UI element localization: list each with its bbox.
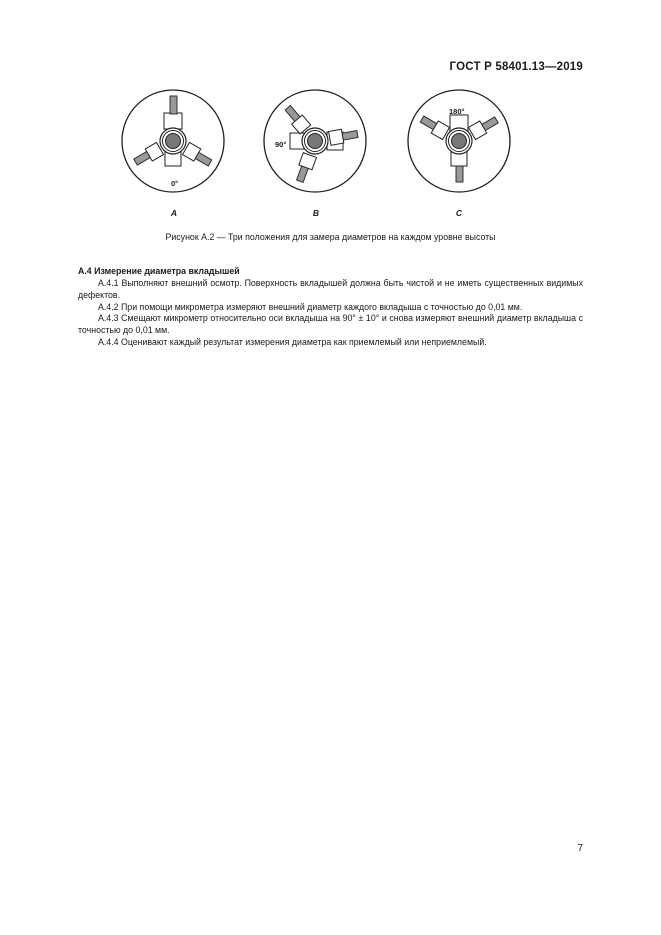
paragraph-a44: А.4.4 Оценивают каждый результат измерения диаметра как приемлемый или неприемлемый. (98, 336, 487, 347)
figure-caption: Рисунок А.2 — Три положения для замера диаметров на каждом уровне высоты (165, 232, 496, 242)
diagram-letter-b: B (312, 208, 320, 218)
diagram-c (406, 88, 512, 194)
document-header: ГОСТ Р 58401.13—2019 (449, 61, 583, 73)
angle-label-a: 0° (171, 179, 179, 188)
angle-label-b: 90° (275, 140, 287, 149)
diagram-b (262, 88, 368, 194)
diagram-letter-a: A (170, 208, 178, 218)
micrometer-position-diagram-c (406, 88, 512, 194)
angle-label-c: 180° (449, 107, 465, 116)
section-body (78, 278, 583, 349)
paragraph-a42: А.4.2 При помощи микрометра измеряют внешний диаметр каждого вкладыша с точностью до 0,01 мм. (98, 301, 523, 312)
figure-a2 (118, 88, 518, 218)
section-title: А.4 Измерение диаметра вкладышей (78, 266, 240, 276)
tripod-a (132, 96, 213, 169)
paragraph-a43: А.4.3 Смещают микрометр относительно оси вкладыша на 90° ± 10° и снова измеряют внешний диаметр вкладыша с точностью до 0,01 мм. (78, 313, 583, 336)
page-number: 7 (577, 843, 583, 854)
diagram-letter-c: C (455, 208, 463, 218)
diagram-a (120, 88, 226, 194)
paragraph-a41: А.4.1 Выполняют внешний осмотр. Поверхность вкладышей должна быть чистой и не иметь существенных видимых дефектов. (78, 278, 583, 300)
